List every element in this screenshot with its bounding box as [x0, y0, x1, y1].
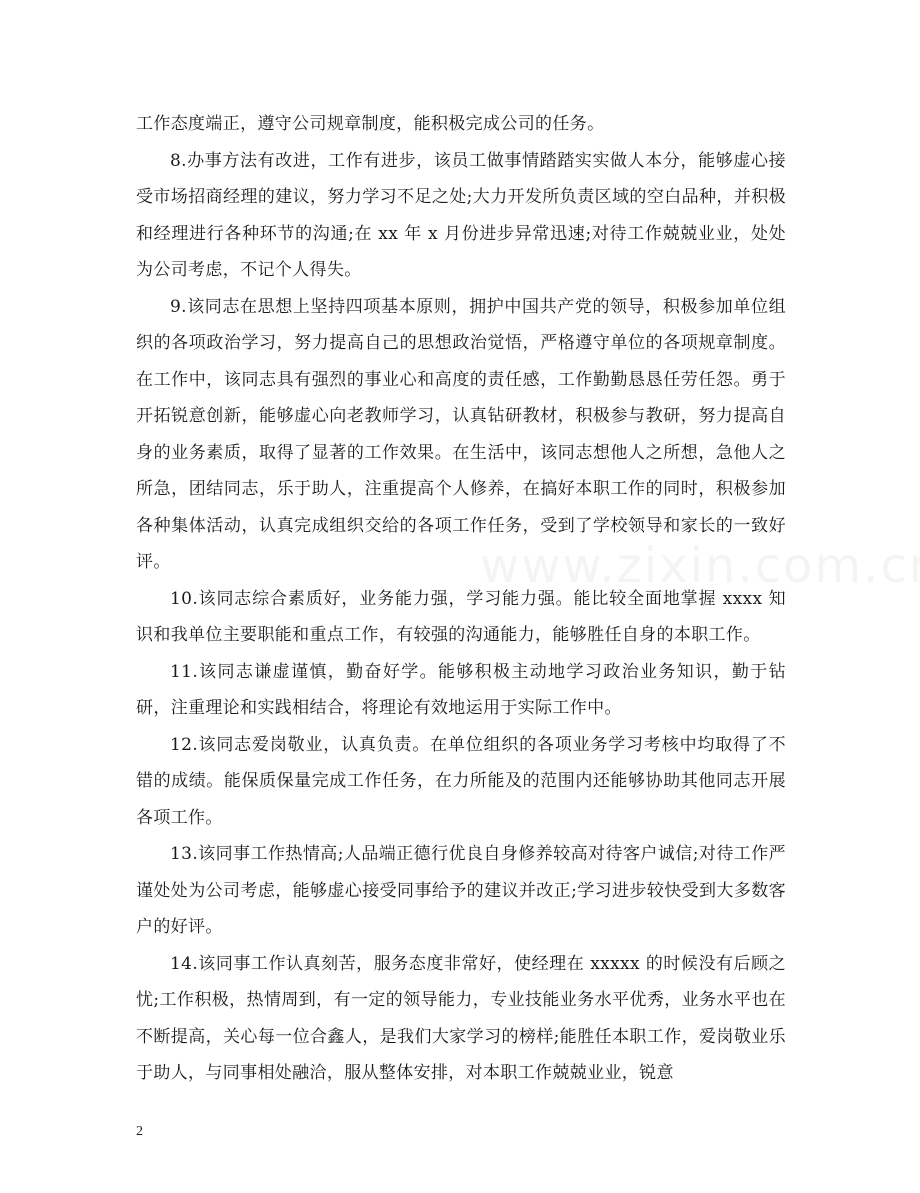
document-body — [136, 106, 786, 1092]
paragraph-item-9: 9.该同志在思想上坚持四项基本原则，拥护中国共产党的领导，积极参加单位组织的各项政治学习，努力提高自己的思想政治觉悟，严格遵守单位的各项规章制度。在工作中，该同志具有强烈的事业心和高度的责任感，工作勤勤恳恳任劳任怨。勇于开拓锐意创新，能够虚心向老教师学习，认真钻研教材，积极参与教研，努力提高自身的业务素质，取得了显著的工作效果。在生活中，该同志想他人之所想，急他人之所急，团结同志，乐于助人，注重提高个人修养，在搞好本职工作的同时，积极参加各种集体活动，认真完成组织交给的各项工作任务，受到了学校领导和家长的一致好评。 — [136, 296, 786, 572]
paragraph-item-14: 14.该同事工作认真刻苦，服务态度非常好，使经理在 xxxxx 的时候没有后顾之忧;工作积极，热情周到，有一定的领导能力，专业技能业务水平优秀，业务水平也在不断提高，关心每一位合鑫人，是我们大家学习的榜样;能胜任本职工作，爱岗敬业乐于助人，与同事相处融洽，服从整体安排，对本职工作兢兢业业，锐意 — [136, 953, 786, 1083]
page-number: 2 — [136, 1124, 143, 1139]
paragraph-item-12: 12.该同志爱岗敬业，认真负责。在单位组织的各项业务学习考核中均取得了不错的成绩。能保质保量完成工作任务，在力所能及的范围内还能够协助其他同志开展各项工作。 — [136, 734, 786, 828]
paragraph-item-13: 13.该同事工作热情高;人品端正德行优良自身修养较高对待客户诚信;对待工作严谨处处为公司考虑，能够虚心接受同事给予的建议并改正;学习进步较快受到大多数客户的好评。 — [136, 844, 786, 937]
paragraph-item-11: 11.该同志谦虚谨慎，勤奋好学。能够积极主动地学习政治业务知识，勤于钻研，注重理论和实践相结合，将理论有效地运用于实际工作中。 — [136, 661, 786, 718]
paragraph-item-10: 10.该同志综合素质好，业务能力强，学习能力强。能比较全面地掌握 xxxx 知识和我单位主要职能和重点工作，有较强的沟通能力，能够胜任自身的本职工作。 — [136, 588, 786, 645]
paragraph-continuation: 工作态度端正，遵守公司规章制度，能积极完成公司的任务。 — [136, 114, 605, 134]
paragraph-item-8: 8.办事方法有改进，工作有进步，该员工做事情踏踏实实做人本分，能够虚心接受市场招商经理的建议，努力学习不足之处;大力开发所负责区域的空白品种，并积极和经理进行各种环节的沟通;在 xx 年 x 月份进步异常迅速;对待工作兢兢业业，处处为公司考虑，不记个人得失。 — [136, 150, 786, 280]
